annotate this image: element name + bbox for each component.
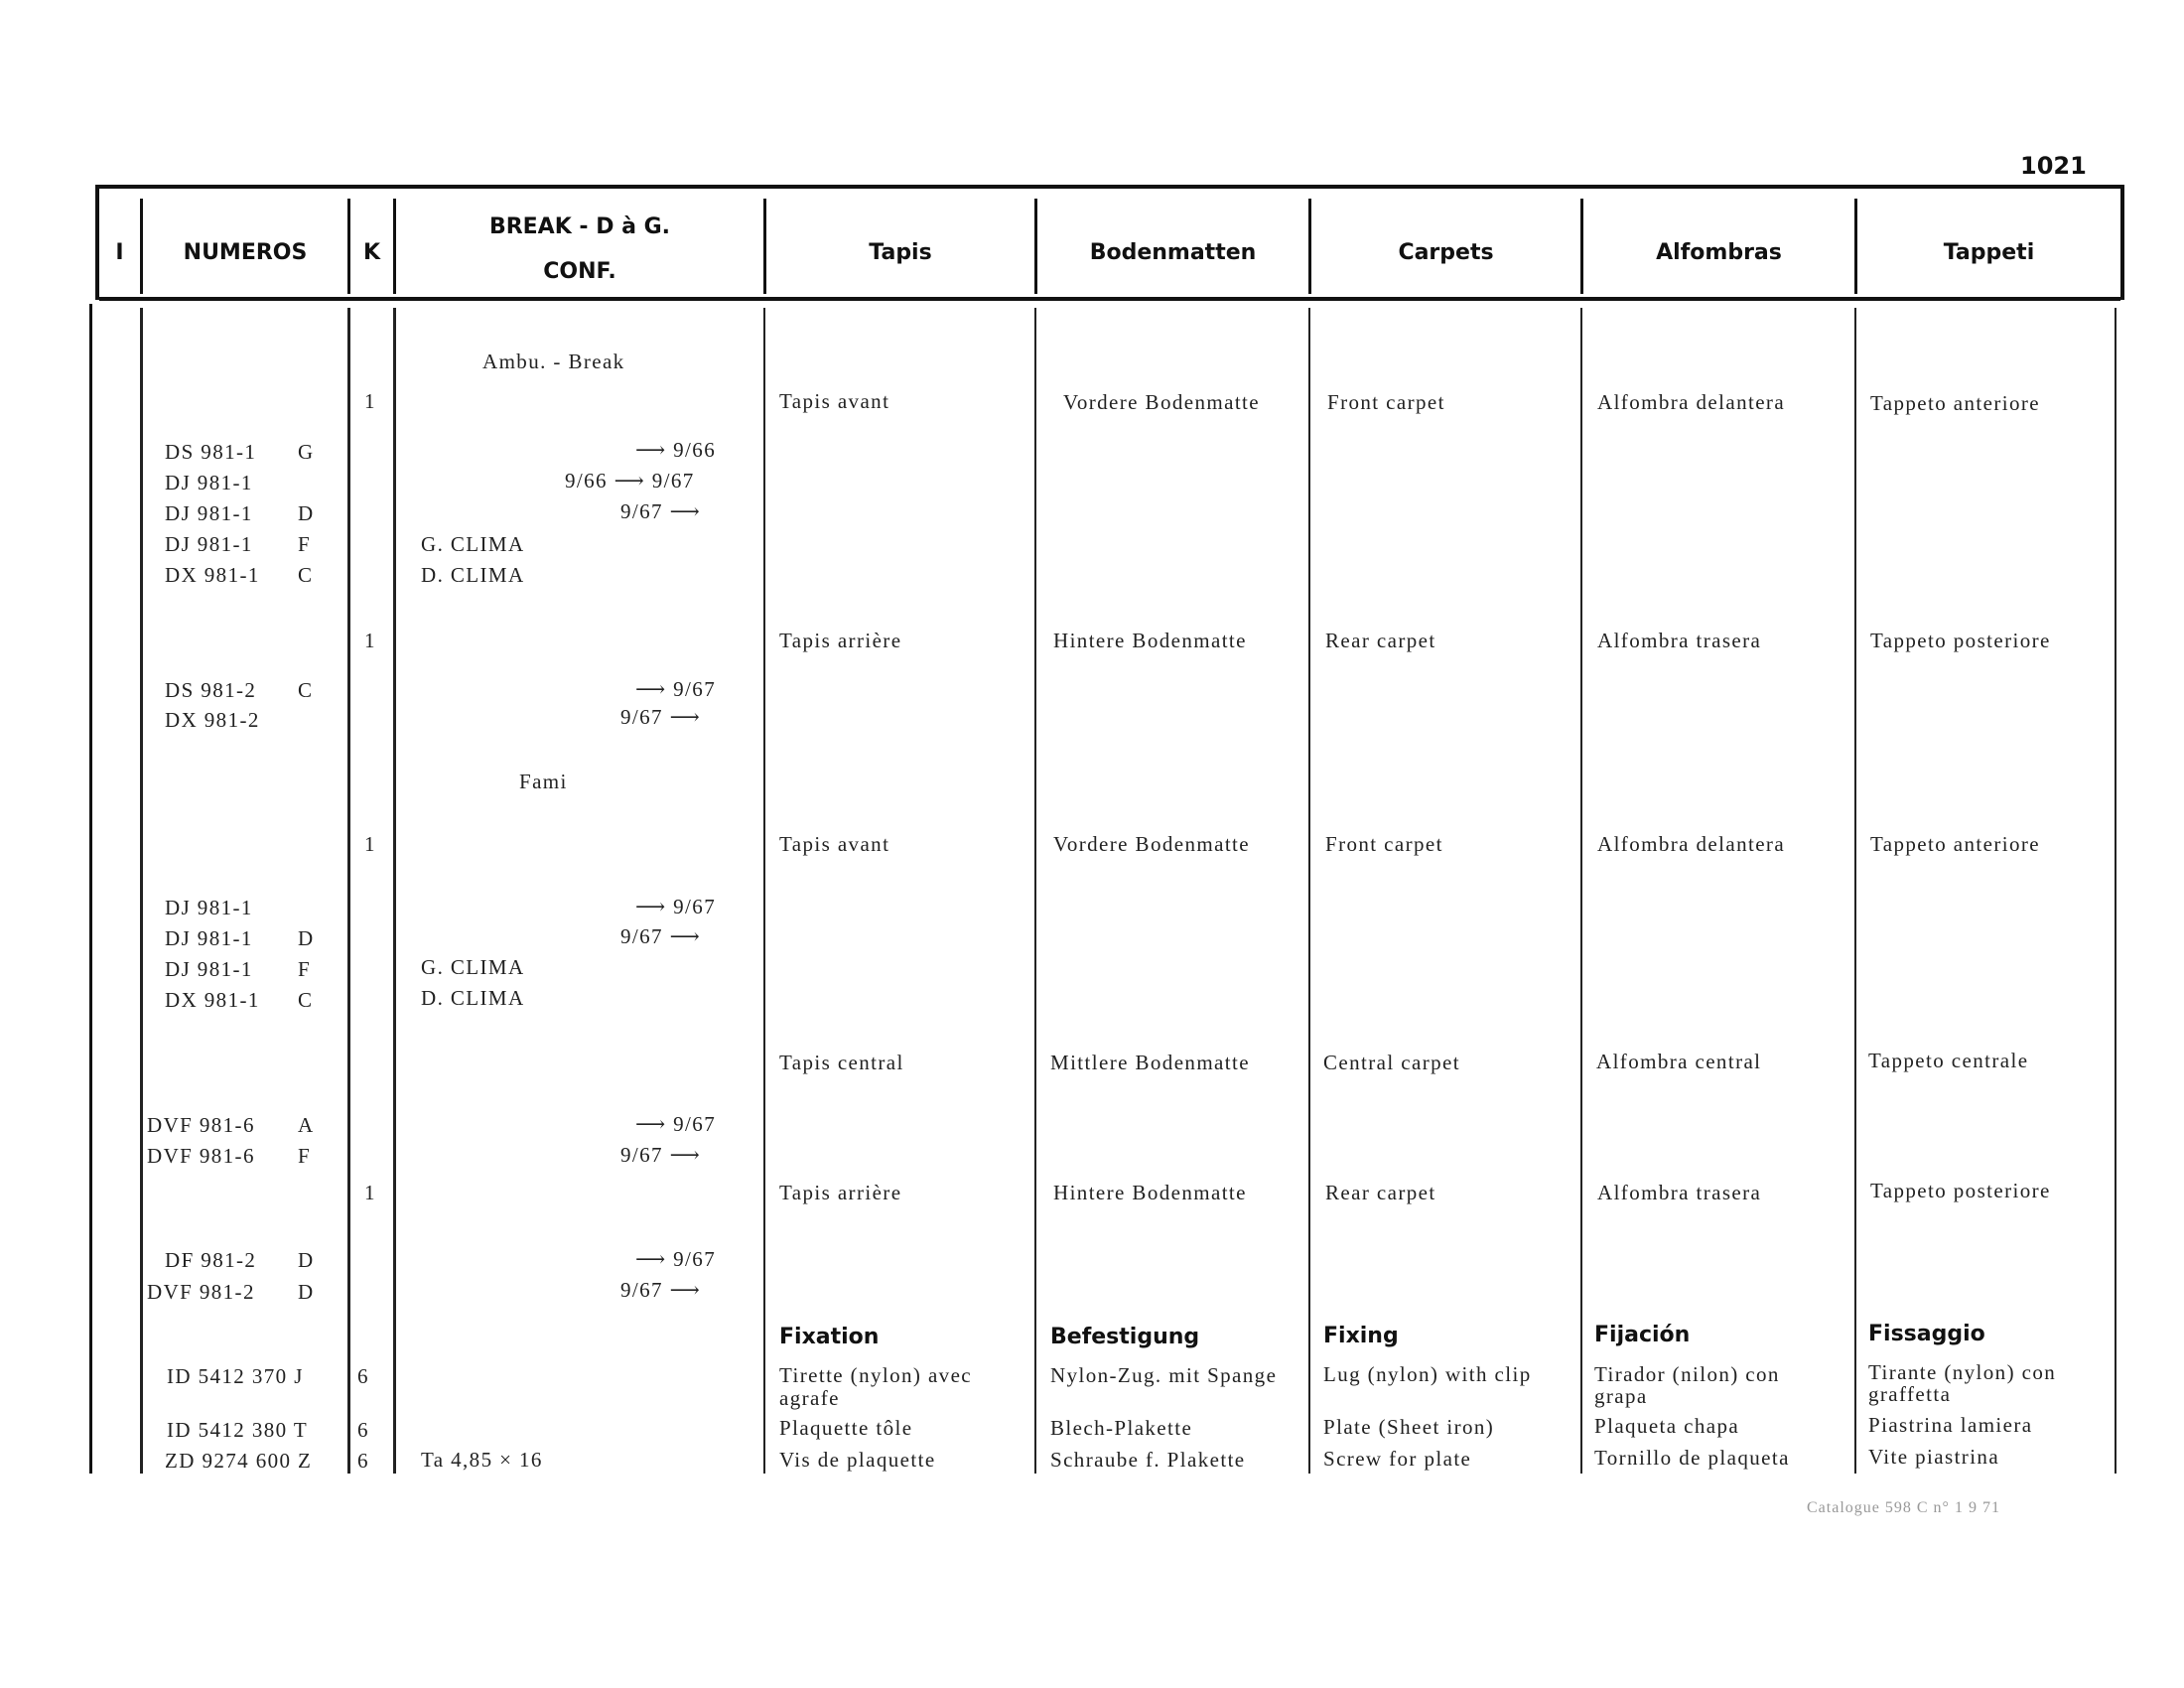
column-divider: [1854, 308, 1856, 1474]
header-col-tappeti: Tappeti: [1943, 240, 2035, 265]
qty-cell: 6: [357, 1418, 369, 1442]
desc-de: Schraube f. Plakette: [1050, 1448, 1246, 1472]
header-col-break: BREAK - D à G.: [488, 214, 671, 239]
desc-fr-cont: agrafe: [779, 1386, 840, 1410]
desc-es: Alfombra trasera: [1597, 629, 1762, 652]
desc-it: Tappeto centrale: [1868, 1049, 2029, 1072]
desc-en: Lug (nylon) with clip: [1323, 1362, 1532, 1386]
qty-cell: 6: [357, 1364, 369, 1388]
part-number: DX 981-1: [165, 563, 260, 587]
desc-es: Alfombra central: [1596, 1050, 1762, 1073]
desc-en: Front carpet: [1327, 390, 1445, 414]
desc-fr: Tapis arrière: [779, 629, 902, 652]
fixation-heading-es: Fijación: [1594, 1323, 1691, 1347]
desc-es: Alfombra delantera: [1597, 832, 1786, 856]
desc-fr: Tapis central: [779, 1051, 904, 1074]
conf-range: ⟶ 9/67: [635, 1112, 717, 1136]
page-number: 1021: [2020, 152, 2087, 180]
conf-range: ⟶ 9/67: [635, 677, 717, 701]
qty-cell: 1: [364, 1181, 376, 1204]
part-suffix: G: [298, 440, 315, 464]
desc-it: Piastrina lamiera: [1868, 1413, 2033, 1437]
part-number: DVF 981-6: [147, 1144, 255, 1168]
column-divider: [763, 308, 765, 1474]
table-right-border: [2120, 185, 2124, 300]
part-suffix: C: [298, 563, 314, 587]
desc-fr: Vis de plaquette: [779, 1448, 936, 1472]
section-label-ambu: Ambu. - Break: [482, 350, 625, 373]
part-suffix: D: [298, 926, 315, 950]
desc-de: Mittlere Bodenmatte: [1050, 1051, 1250, 1074]
header-col-tapis: Tapis: [869, 240, 932, 265]
desc-de: Blech-Plakette: [1050, 1416, 1193, 1440]
desc-fr: Tapis avant: [779, 832, 890, 856]
desc-en: Screw for plate: [1323, 1447, 1472, 1471]
header-col-numeros: NUMEROS: [183, 240, 308, 265]
desc-es: Tirador (nilon) con: [1594, 1362, 1780, 1386]
desc-de: Hintere Bodenmatte: [1053, 1181, 1247, 1204]
fixation-heading-en: Fixing: [1323, 1324, 1399, 1348]
desc-it: Tappeto anteriore: [1870, 832, 2041, 856]
desc-it: Tappeto anteriore: [1870, 391, 2041, 415]
conf-note: G. CLIMA: [421, 532, 525, 556]
conf-range: ⟶ 9/66: [635, 438, 717, 462]
column-divider: [1034, 308, 1036, 1474]
body-left-border: [89, 304, 92, 1474]
conf-range: 9/67 ⟶: [620, 924, 702, 948]
part-number: DJ 981-1: [165, 957, 253, 981]
part-suffix: F: [298, 1144, 312, 1168]
part-suffix: C: [298, 988, 314, 1012]
header-col-conf: CONF.: [543, 259, 616, 284]
part-number: DS 981-2: [165, 678, 257, 702]
desc-en: Plate (Sheet iron): [1323, 1415, 1495, 1439]
fixation-heading-it: Fissaggio: [1868, 1322, 1985, 1346]
header-col-bodenmatten: Bodenmatten: [1089, 240, 1257, 265]
part-number: DJ 981-1: [165, 926, 253, 950]
desc-de: Hintere Bodenmatte: [1053, 629, 1247, 652]
conf-range: ⟶ 9/67: [635, 895, 717, 918]
part-number: DX 981-1: [165, 988, 260, 1012]
desc-it: Tappeto posteriore: [1870, 1179, 2051, 1202]
desc-de: Vordere Bodenmatte: [1063, 390, 1261, 414]
conf-range: 9/67 ⟶: [620, 705, 702, 729]
part-number: DJ 981-1: [165, 501, 253, 525]
table-top-border: [95, 185, 2124, 189]
desc-fr: Tirette (nylon) avec: [779, 1363, 973, 1387]
desc-it: Tappeto posteriore: [1870, 629, 2051, 652]
part-number: DF 981-2: [165, 1248, 257, 1272]
header-col-k: K: [362, 240, 381, 265]
desc-es: Alfombra trasera: [1597, 1181, 1762, 1204]
qty-cell: 6: [357, 1449, 369, 1473]
column-divider: [1580, 308, 1582, 1474]
conf-note: Ta 4,85 × 16: [421, 1448, 543, 1472]
fixation-heading-fr: Fixation: [779, 1325, 880, 1349]
part-number: DJ 981-1: [165, 896, 253, 919]
qty-cell: 1: [364, 389, 376, 413]
desc-es: Alfombra delantera: [1597, 390, 1786, 414]
desc-en: Rear carpet: [1325, 629, 1436, 652]
desc-es: Tornillo de plaqueta: [1594, 1446, 1790, 1470]
conf-range: 9/67 ⟶: [620, 1278, 702, 1302]
desc-en: Central carpet: [1323, 1051, 1460, 1074]
header-col-alfombras: Alfombras: [1656, 240, 1782, 265]
desc-de: Nylon-Zug. mit Spange: [1050, 1363, 1278, 1387]
conf-range: 9/67 ⟶: [620, 499, 702, 523]
part-number: DJ 981-1: [165, 532, 253, 556]
desc-it-cont: graffetta: [1868, 1382, 1952, 1406]
column-divider: [347, 308, 350, 1474]
conf-range: ⟶ 9/67: [635, 1247, 717, 1271]
part-suffix: D: [298, 1280, 315, 1304]
desc-fr: Tapis arrière: [779, 1181, 902, 1204]
desc-it: Vite piastrina: [1868, 1445, 2000, 1469]
part-number: ID 5412 370 J: [167, 1364, 304, 1388]
part-number: ZD 9274 600 Z: [165, 1449, 313, 1473]
desc-en: Front carpet: [1325, 832, 1443, 856]
part-suffix: D: [298, 501, 315, 525]
qty-cell: 1: [364, 629, 376, 652]
section-label-fami: Fami: [519, 770, 568, 793]
part-number: DVF 981-2: [147, 1280, 255, 1304]
desc-it: Tirante (nylon) con: [1868, 1360, 2057, 1384]
part-suffix: D: [298, 1248, 315, 1272]
part-suffix: F: [298, 957, 312, 981]
conf-range: 9/67 ⟶: [620, 1143, 702, 1167]
column-divider: [2115, 308, 2116, 1474]
column-divider: [140, 308, 143, 1474]
part-number: DVF 981-6: [147, 1113, 255, 1137]
conf-range: 9/66 ⟶ 9/67: [565, 469, 695, 492]
fixation-heading-de: Befestigung: [1050, 1325, 1200, 1349]
desc-fr: Plaquette tôle: [779, 1416, 913, 1440]
desc-es: Plaqueta chapa: [1594, 1414, 1740, 1438]
header-col-carpets: Carpets: [1398, 240, 1494, 265]
header-rule: [99, 297, 2120, 301]
part-number: DX 981-2: [165, 708, 260, 732]
conf-note: D. CLIMA: [421, 986, 525, 1010]
desc-de: Vordere Bodenmatte: [1053, 832, 1251, 856]
column-divider: [1308, 308, 1310, 1474]
desc-fr: Tapis avant: [779, 389, 890, 413]
part-suffix: F: [298, 532, 312, 556]
conf-note: D. CLIMA: [421, 563, 525, 587]
conf-note: G. CLIMA: [421, 955, 525, 979]
header-col-i: I: [115, 240, 124, 265]
part-suffix: C: [298, 678, 314, 702]
part-number: ID 5412 380 T: [167, 1418, 309, 1442]
part-suffix: A: [298, 1113, 315, 1137]
part-number: DS 981-1: [165, 440, 257, 464]
part-number: DJ 981-1: [165, 471, 253, 494]
qty-cell: 1: [364, 832, 376, 856]
column-divider: [393, 308, 396, 1474]
desc-en: Rear carpet: [1325, 1181, 1436, 1204]
desc-es-cont: grapa: [1594, 1384, 1648, 1408]
catalogue-reference: Catalogue 598 C n° 1 9 71: [1807, 1499, 2000, 1516]
